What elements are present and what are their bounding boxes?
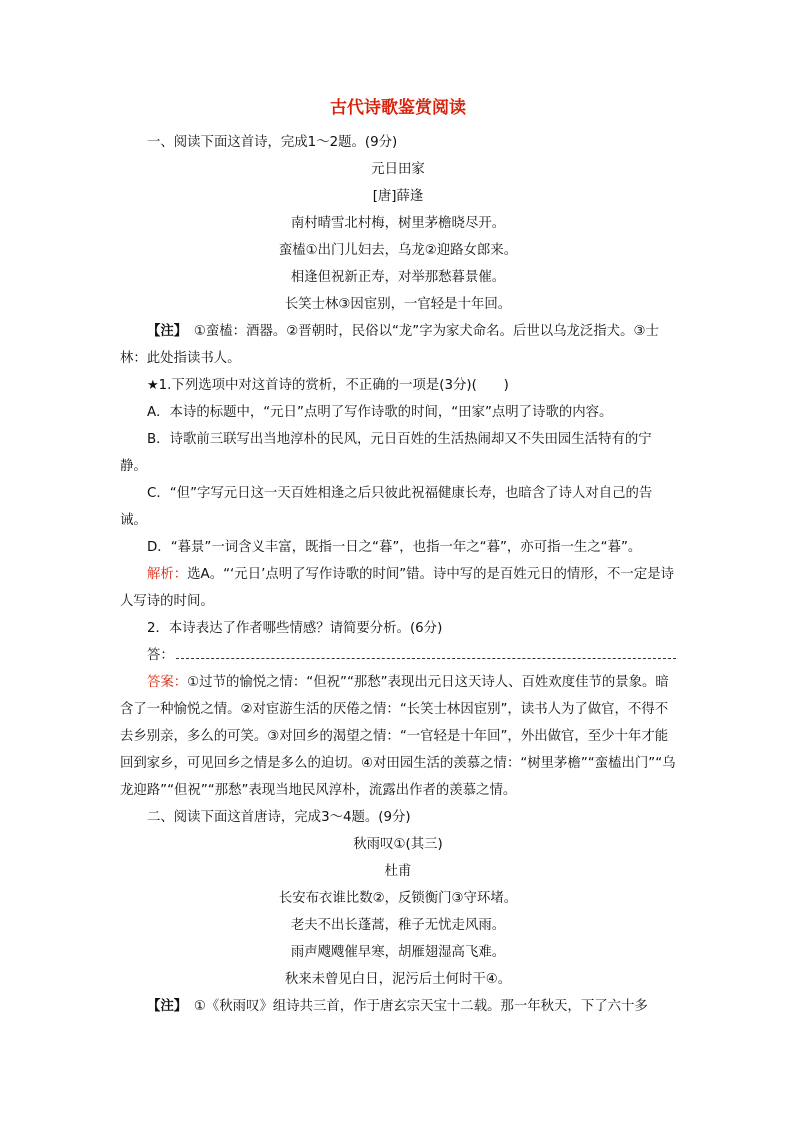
analysis-text: 选A。“‘元日’点明了写作诗歌的时间”错。诗中写的是百姓元日的情形，不一定是诗人写诗的时间。 [120, 567, 674, 609]
analysis [120, 561, 676, 615]
poem2-line: 长安布衣谁比数②，反锁衡门③守环堵。 [278, 891, 518, 906]
poem2-line: 秋来未曾见白日，泥污后土何时干④。 [284, 972, 512, 987]
note-label: 【注】 [147, 324, 181, 339]
poem1-note [120, 318, 676, 372]
poem1-line: 蛮榼①出门儿妇去，乌龙②迎路女郎来。 [278, 243, 518, 258]
answer [120, 669, 676, 804]
section2-heading: 二、阅读下面这首唐诗，完成3～4题。(9分) [147, 810, 411, 825]
option-d: D．“暮景”一词含义丰富，既指一日之“暮”，也指一年之“暮”，亦可指一生之“暮”。 [147, 540, 642, 555]
note-text: ①《秋雨叹》组诗共三首，作于唐玄宗天宝十二载。那一年秋天，下了六十多 [193, 999, 648, 1014]
poem1-line: 相逢但祝新正寿，对举那愁暮景催。 [290, 270, 506, 285]
page-title: 古代诗歌鉴赏阅读 [330, 98, 466, 118]
poem2-line: 老夫不出长蓬蒿，稚子无忧走风雨。 [290, 918, 506, 933]
answer-blank-line [176, 644, 676, 659]
star-icon: ★ [147, 378, 159, 393]
poem1-author: [唐]薛逢 [372, 189, 424, 204]
poem2-note [120, 993, 676, 1020]
question-1-stem: 1.下列选项中对这首诗的赏析，不正确的一项是(3分)( ) [158, 378, 509, 393]
answer-text: ①过节的愉悦之情：“但祝”“那愁”表现出元日这天诗人、百姓欢度佳节的景象。暗含了一种愉悦之情。②对宦游生活的厌倦之情：“长笑士林因宦别”，读书人为了做官，不得不去乡别亲，多么的可笑。③对回乡的渴望之情：“一官轻是十年回”，外出做官，至少十年才能回到家乡，可见回乡之情是多么的迫切。④对田园生活的羡慕之情：“树里茅檐”“蛮榼出门”“乌龙迎路”“但祝”“那愁”表现当地民风淳朴，流露出作者的羡慕之情。 [120, 675, 676, 798]
question-1 [120, 372, 676, 399]
answer-prompt: 答： [147, 648, 174, 663]
poem1-line: 南村晴雪北村梅，树里茅檐晓尽开。 [290, 216, 506, 231]
note-text: ①蛮榼：酒器。②晋朝时，民俗以“龙”字为家犬命名。后世以乌龙泛指犬。③士林：此处指读书人。 [120, 324, 659, 366]
document-content [120, 96, 676, 1020]
section1-heading: 一、阅读下面这首诗，完成1～2题。(9分) [147, 135, 398, 150]
analysis-label: 解析： [147, 567, 188, 582]
option-c: C．“但”字写元日这一天百姓相逢之后只彼此祝福健康长寿，也暗含了诗人对自己的告诫。 [120, 486, 653, 528]
poem2-title: 秋雨叹①(其三) [353, 837, 443, 852]
option-a: A．本诗的标题中，“元日”点明了写作诗歌的时间，“田家”点明了诗歌的内容。 [147, 405, 613, 420]
note-label: 【注】 [147, 999, 181, 1014]
poem2-line: 雨声飕飕催早寒，胡雁翅湿高飞难。 [290, 945, 506, 960]
poem1-title: 元日田家 [371, 162, 425, 177]
poem1-line: 长笑士林③因宦别，一官轻是十年回。 [284, 297, 512, 312]
option-b: B．诗歌前三联写出当地淳朴的民风，元日百姓的生活热闹却又不失田园生活特有的宁静。 [120, 432, 652, 474]
answer-label: 答案： [147, 675, 188, 690]
poem2-author: 杜甫 [384, 864, 412, 879]
question-2-stem: 2．本诗表达了作者哪些情感？请简要分析。(6分) [147, 621, 443, 636]
answer-line-row [120, 642, 676, 669]
